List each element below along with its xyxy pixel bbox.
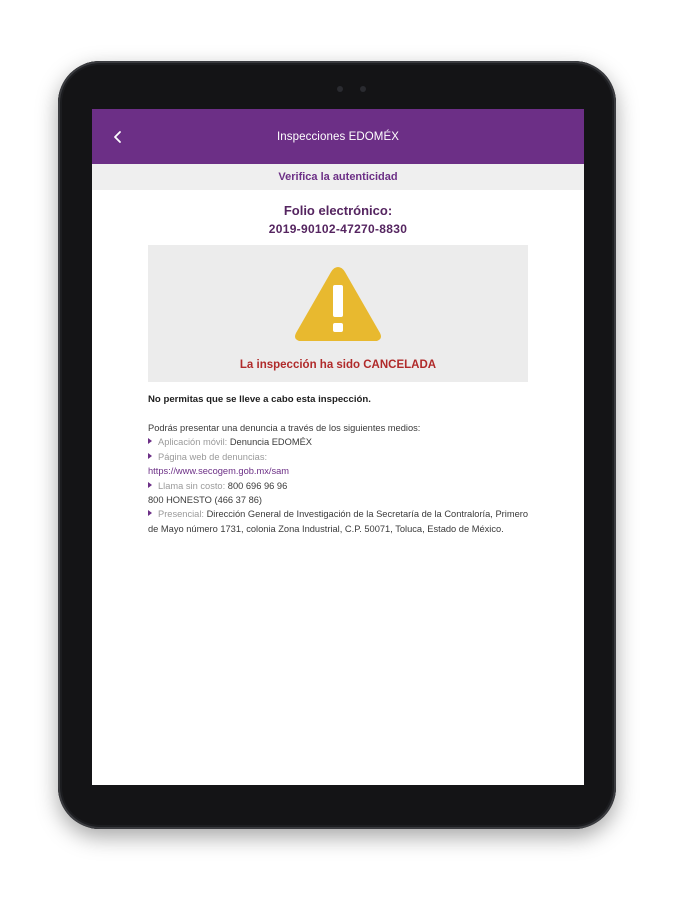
bullet-icon <box>148 510 152 516</box>
app-label: Aplicación móvil: <box>158 437 228 448</box>
back-button[interactable] <box>106 109 130 164</box>
complaint-info <box>148 421 528 536</box>
folio-label: Folio electrónico: <box>283 203 393 218</box>
app-screen <box>92 109 584 785</box>
status-panel <box>148 245 528 382</box>
verify-subheader <box>92 164 584 190</box>
camera-dot <box>337 86 343 92</box>
web-label: Página web de denuncias: <box>158 451 268 462</box>
content <box>92 203 584 536</box>
phone-alt[interactable]: 800 HONESTO (466 37 86) <box>148 495 263 506</box>
list-item-web <box>148 450 528 464</box>
bullet-icon <box>148 482 152 488</box>
warning-message: No permitas que se lleve a cabo esta inspección. <box>148 394 371 405</box>
phone-value[interactable]: 800 696 96 96 <box>227 480 288 491</box>
sensor-dot <box>360 86 366 92</box>
list-item-phone <box>148 479 528 493</box>
phone-label: Llama sin costo: <box>158 480 226 491</box>
app-value: Denuncia EDOMÉX <box>229 437 312 448</box>
warning-triangle-icon <box>292 263 384 345</box>
app-bar <box>92 109 584 164</box>
folio-value: 2019-90102-47270-8830 <box>268 222 408 236</box>
web-link[interactable]: https://www.secogem.gob.mx/sam <box>148 466 290 477</box>
list-item-app <box>148 435 528 449</box>
bullet-icon <box>148 438 152 444</box>
chevron-left-icon <box>113 130 123 144</box>
list-item-presencial <box>148 507 528 536</box>
info-intro: Podrás presentar una denuncia a través de los siguientes medios: <box>148 423 421 433</box>
verify-label: Verifica la autenticidad <box>278 171 398 183</box>
status-text: La inspección ha sido CANCELADA <box>239 359 437 371</box>
presencial-label: Presencial: <box>158 509 204 520</box>
presencial-value: Dirección General de Investigación de la Secretaría de la Contraloría, Primero de Mayo número 1731, colonia Zona Industrial, C.P. 50071, Toluca, Estado de México. <box>148 509 529 534</box>
bullet-icon <box>148 453 152 459</box>
app-title: Inspecciones EDOMÉX <box>276 130 400 143</box>
